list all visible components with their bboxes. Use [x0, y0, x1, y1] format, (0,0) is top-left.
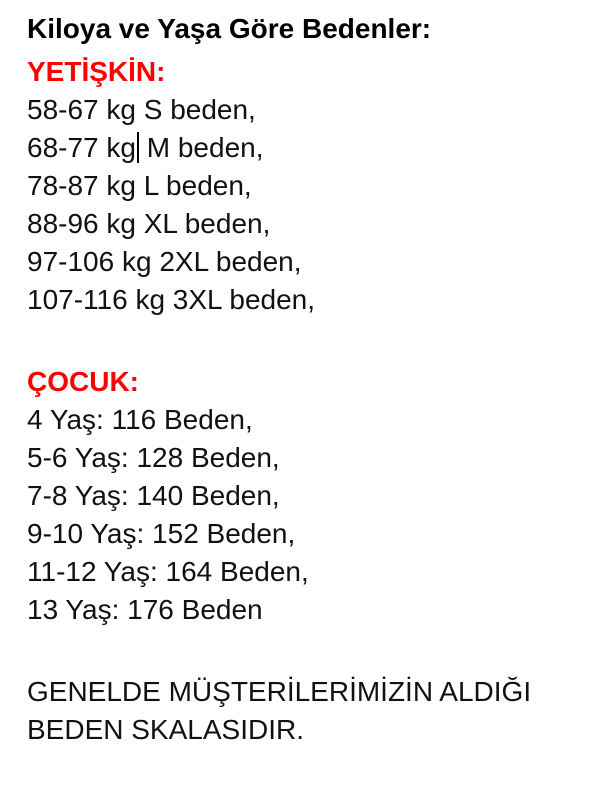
adult-size-line-text-before-cursor: 68-77 kg	[27, 132, 136, 163]
adult-size-line	[27, 91, 590, 129]
child-size-line-text: 4 Yaş: 116 Beden,	[27, 404, 253, 435]
child-size-line-text: 7-8 Yaş: 140 Beden,	[27, 480, 280, 511]
blank-line	[27, 629, 590, 673]
adult-section-heading: YETİŞKİN:	[27, 56, 166, 87]
adult-size-line-text: 88-96 kg XL beden,	[27, 208, 271, 239]
adult-size-line-text: 78-87 kg L beden,	[27, 170, 252, 201]
child-size-line-text: 13 Yaş: 176 Beden	[27, 594, 263, 625]
child-size-line	[27, 515, 590, 553]
adult-size-line-text: 58-67 kg S beden,	[27, 94, 256, 125]
adult-size-line-text: 107-116 kg 3XL beden,	[27, 284, 316, 315]
adult-size-line	[27, 167, 590, 205]
child-size-line	[27, 553, 590, 591]
page-title: Kiloya ve Yaşa Göre Bedenler:	[27, 13, 432, 44]
adult-size-line-text-after-cursor: M beden,	[138, 132, 264, 163]
child-size-line	[27, 401, 590, 439]
child-size-line-text: 5-6 Yaş: 128 Beden,	[27, 442, 280, 473]
footer-note: GENELDE MÜŞTERİLERİMİZİN ALDIĞI BEDEN SKALASIDIR.	[27, 676, 532, 745]
child-size-line	[27, 477, 590, 515]
blank-line	[27, 319, 590, 363]
adult-size-line	[27, 281, 590, 319]
child-section-heading: ÇOCUK:	[27, 366, 139, 397]
child-size-line	[27, 439, 590, 477]
adult-size-line-text: 97-106 kg 2XL beden,	[27, 246, 302, 277]
adult-size-line-with-cursor	[27, 129, 590, 167]
child-size-line	[27, 591, 590, 629]
child-size-line-text: 11-12 Yaş: 164 Beden,	[27, 556, 309, 587]
adult-size-line	[27, 243, 590, 281]
adult-size-line	[27, 205, 590, 243]
child-size-line-text: 9-10 Yaş: 152 Beden,	[27, 518, 296, 549]
